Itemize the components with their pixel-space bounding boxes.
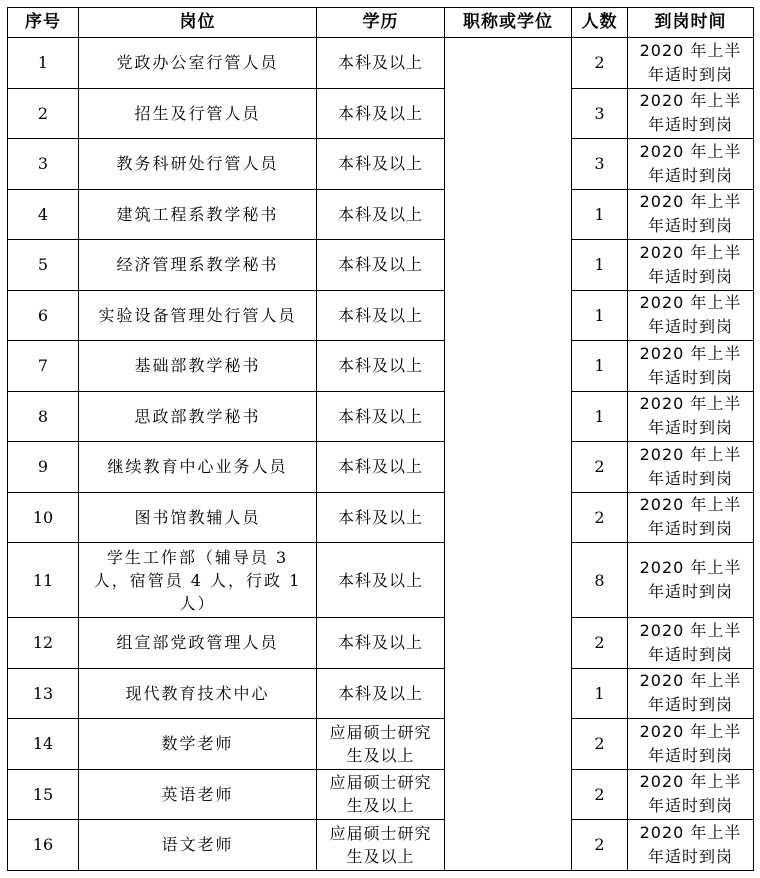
table-row xyxy=(8,341,754,392)
cell-count: 2 xyxy=(572,38,628,89)
cell-count: 1 xyxy=(572,341,628,392)
table-row xyxy=(8,391,754,442)
time-line-2: 年适时到岗 xyxy=(647,266,733,286)
cell-seq: 3 xyxy=(8,139,79,190)
time-line-2: 年适时到岗 xyxy=(647,216,733,236)
cell-arrival-time xyxy=(628,492,754,543)
time-line-1: 2020 年上半 xyxy=(639,343,742,363)
cell-count: 2 xyxy=(572,492,628,543)
cell-education: 本科及以上 xyxy=(317,189,445,240)
cell-position: 现代教育技术中心 xyxy=(79,668,317,719)
table-header-row xyxy=(8,8,754,38)
time-line-1: 2020 年上半 xyxy=(639,40,742,60)
cell-seq: 8 xyxy=(8,391,79,442)
cell-arrival-time xyxy=(628,668,754,719)
table-row xyxy=(8,820,754,871)
cell-arrival-time xyxy=(628,341,754,392)
time-line-1: 2020 年上半 xyxy=(639,620,742,640)
time-line-1: 2020 年上半 xyxy=(639,558,742,577)
cell-seq: 5 xyxy=(8,240,79,291)
cell-position: 英语老师 xyxy=(79,769,317,820)
cell-seq: 16 xyxy=(8,820,79,871)
header-title-degree: 职称或学位 xyxy=(445,8,572,38)
cell-position: 招生及行管人员 xyxy=(79,88,317,139)
cell-arrival-time xyxy=(628,769,754,820)
cell-position: 建筑工程系教学秘书 xyxy=(79,189,317,240)
cell-seq: 13 xyxy=(8,668,79,719)
cell-education: 本科及以上 xyxy=(317,290,445,341)
cell-count: 1 xyxy=(572,189,628,240)
table-row xyxy=(8,492,754,543)
time-line-2: 年适时到岗 xyxy=(647,115,733,135)
cell-count: 3 xyxy=(572,139,628,190)
cell-position: 语文老师 xyxy=(79,820,317,871)
cell-arrival-time xyxy=(628,88,754,139)
time-line-1: 2020 年上半 xyxy=(639,721,742,741)
time-line-2: 年适时到岗 xyxy=(647,64,733,84)
cell-seq: 7 xyxy=(8,341,79,392)
header-seq: 序号 xyxy=(8,8,79,38)
cell-education: 应届硕士研究生及以上 xyxy=(317,820,445,871)
cell-arrival-time xyxy=(628,139,754,190)
cell-education: 本科及以上 xyxy=(317,492,445,543)
cell-position: 继续教育中心业务人员 xyxy=(79,442,317,493)
time-line-1: 2020 年上半 xyxy=(639,671,742,691)
cell-count: 8 xyxy=(572,543,628,618)
cell-arrival-time xyxy=(628,240,754,291)
cell-education: 本科及以上 xyxy=(317,442,445,493)
time-line-2: 年适时到岗 xyxy=(647,468,733,488)
time-line-2: 年适时到岗 xyxy=(647,846,733,866)
cell-education: 本科及以上 xyxy=(317,88,445,139)
cell-education: 本科及以上 xyxy=(317,240,445,291)
cell-seq: 6 xyxy=(8,290,79,341)
cell-position: 经济管理系教学秘书 xyxy=(79,240,317,291)
cell-seq: 9 xyxy=(8,442,79,493)
time-line-1: 2020 年上半 xyxy=(639,91,742,111)
cell-arrival-time xyxy=(628,391,754,442)
cell-arrival-time xyxy=(628,189,754,240)
time-line-2: 年适时到岗 xyxy=(647,165,733,185)
cell-position: 学生工作部（辅导员 3 人，宿管员 4 人，行政 1 人） xyxy=(79,543,317,618)
cell-position: 党政办公室行管人员 xyxy=(79,38,317,89)
cell-arrival-time xyxy=(628,820,754,871)
time-line-2: 年适时到岗 xyxy=(647,695,733,715)
cell-seq: 15 xyxy=(8,769,79,820)
time-line-2: 年适时到岗 xyxy=(647,519,733,539)
cell-count: 2 xyxy=(572,618,628,669)
cell-position: 基础部教学秘书 xyxy=(79,341,317,392)
time-line-1: 2020 年上半 xyxy=(639,394,742,414)
time-line-1: 2020 年上半 xyxy=(639,293,742,313)
cell-seq: 1 xyxy=(8,38,79,89)
cell-position: 数学老师 xyxy=(79,719,317,770)
cell-count: 1 xyxy=(572,668,628,719)
table-row xyxy=(8,139,754,190)
time-line-1: 2020 年上半 xyxy=(639,242,742,262)
cell-education: 本科及以上 xyxy=(317,618,445,669)
cell-seq: 2 xyxy=(8,88,79,139)
header-count: 人数 xyxy=(572,8,628,38)
time-line-2: 年适时到岗 xyxy=(647,745,733,765)
table-row xyxy=(8,668,754,719)
table-row xyxy=(8,719,754,770)
time-line-1: 2020 年上半 xyxy=(639,444,742,464)
cell-arrival-time xyxy=(628,618,754,669)
cell-education: 本科及以上 xyxy=(317,668,445,719)
cell-education: 本科及以上 xyxy=(317,341,445,392)
cell-count: 2 xyxy=(572,769,628,820)
cell-education: 本科及以上 xyxy=(317,543,445,618)
cell-count: 2 xyxy=(572,820,628,871)
cell-arrival-time xyxy=(628,719,754,770)
cell-education: 应届硕士研究生及以上 xyxy=(317,769,445,820)
cell-education: 本科及以上 xyxy=(317,38,445,89)
table-row xyxy=(8,38,754,89)
time-line-1: 2020 年上半 xyxy=(639,192,742,212)
time-line-2: 年适时到岗 xyxy=(647,418,733,438)
cell-count: 1 xyxy=(572,290,628,341)
cell-seq: 11 xyxy=(8,543,79,618)
cell-education: 本科及以上 xyxy=(317,139,445,190)
table-row xyxy=(8,442,754,493)
cell-title-degree-merged xyxy=(445,38,572,871)
cell-arrival-time xyxy=(628,543,754,618)
time-line-1: 2020 年上半 xyxy=(639,772,742,792)
cell-count: 2 xyxy=(572,719,628,770)
cell-arrival-time xyxy=(628,38,754,89)
table-body xyxy=(8,38,754,871)
time-line-2: 年适时到岗 xyxy=(647,796,733,816)
time-line-2: 年适时到岗 xyxy=(647,644,733,664)
cell-position: 图书馆教辅人员 xyxy=(79,492,317,543)
cell-position: 教务科研处行管人员 xyxy=(79,139,317,190)
cell-position: 组宣部党政管理人员 xyxy=(79,618,317,669)
time-line-1: 2020 年上半 xyxy=(639,141,742,161)
cell-position: 思政部教学秘书 xyxy=(79,391,317,442)
cell-education: 本科及以上 xyxy=(317,391,445,442)
cell-count: 2 xyxy=(572,442,628,493)
table-row xyxy=(8,88,754,139)
cell-seq: 4 xyxy=(8,189,79,240)
cell-education: 应届硕士研究生及以上 xyxy=(317,719,445,770)
cell-seq: 12 xyxy=(8,618,79,669)
table-row xyxy=(8,189,754,240)
cell-arrival-time xyxy=(628,290,754,341)
recruitment-table xyxy=(7,7,754,871)
time-line-2: 年适时到岗 xyxy=(647,367,733,387)
time-line-1: 2020 年上半 xyxy=(639,822,742,842)
table-row xyxy=(8,543,754,618)
cell-seq: 10 xyxy=(8,492,79,543)
cell-count: 3 xyxy=(572,88,628,139)
header-education: 学历 xyxy=(317,8,445,38)
time-line-2: 年适时到岗 xyxy=(647,317,733,337)
table-row xyxy=(8,618,754,669)
header-arrival-time: 到岗时间 xyxy=(628,8,754,38)
cell-arrival-time xyxy=(628,442,754,493)
table-row xyxy=(8,240,754,291)
cell-count: 1 xyxy=(572,240,628,291)
time-line-2: 年适时到岗 xyxy=(647,582,733,601)
cell-count: 1 xyxy=(572,391,628,442)
time-line-1: 2020 年上半 xyxy=(639,495,742,515)
header-position: 岗位 xyxy=(79,8,317,38)
cell-position: 实验设备管理处行管人员 xyxy=(79,290,317,341)
table-row xyxy=(8,290,754,341)
table-row xyxy=(8,769,754,820)
cell-seq: 14 xyxy=(8,719,79,770)
